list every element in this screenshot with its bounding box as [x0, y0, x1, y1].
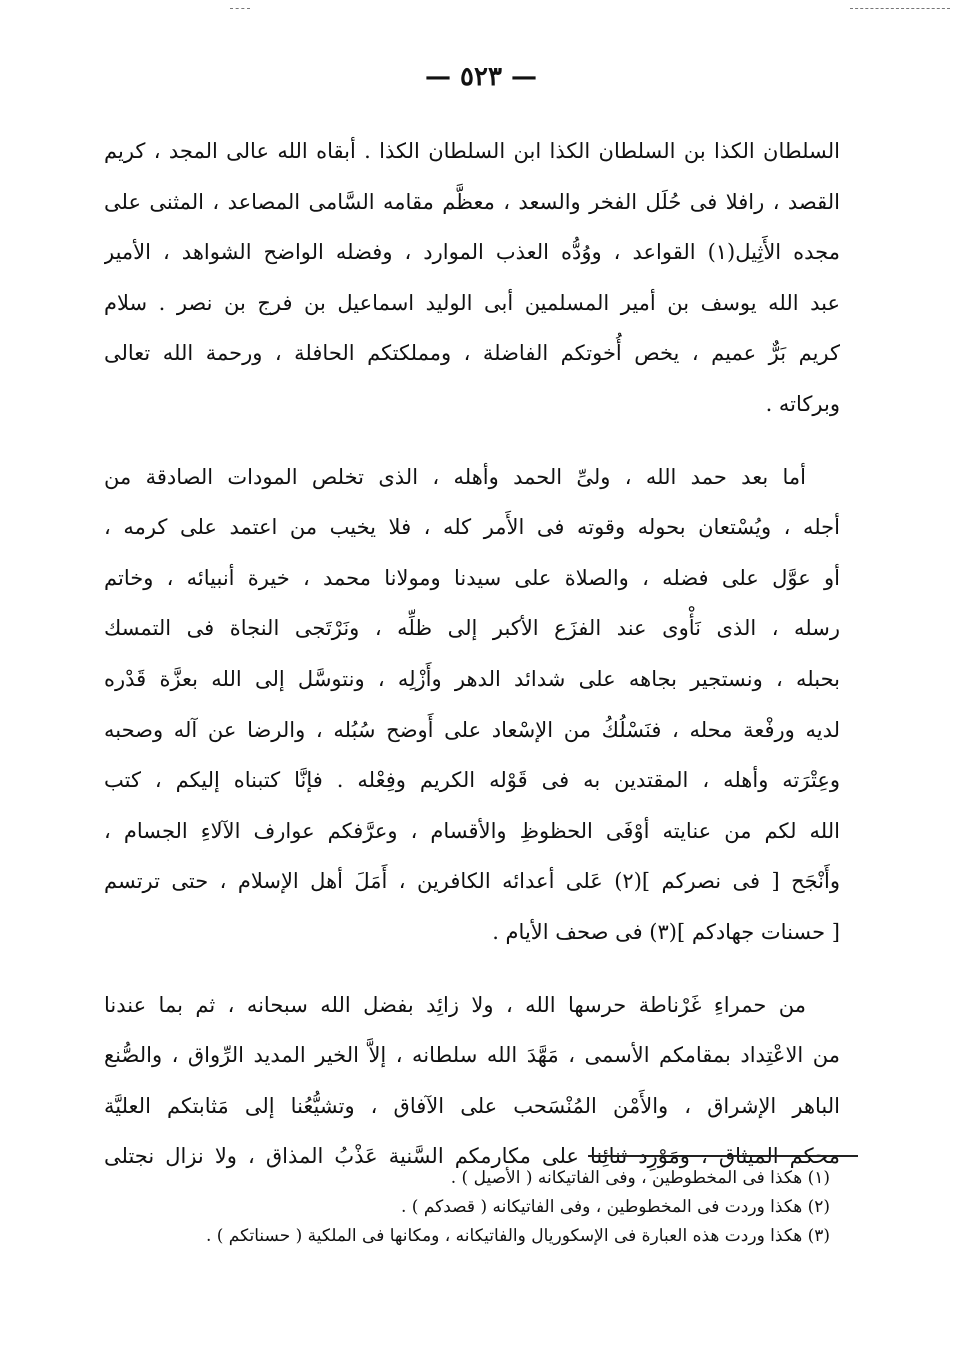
text-line: الباهر الإشراق ، والأَمْن المُنْسَحب على الآفاق ، وتشيُّعُنا إلى مَثابتكم العليَّة [104, 1093, 840, 1118]
text-line: وبركاته . [765, 391, 840, 416]
paragraph [104, 126, 840, 430]
text-line: السلطان الكذا بن السلطان الكذا ابن السلطان الكذا . أبقاه الله عالى المجد ، كريم [104, 139, 840, 163]
paragraph [104, 452, 840, 958]
footnote: (٣) هكذا وردت هذه العبارة فى الإسكوريال والفاتيكانه ، ومكانها فى الملكية ( حسناتكم ) . [205, 1226, 830, 1246]
text-line: وعِتْرَته وأهله ، المقتدين به فى قَوْله الكريم وفِعْله . فإنَّا كتبناه إليكم ، كتب [104, 768, 840, 793]
text-line: بحبله ، ونستجير بجاهه على شدائد الدهر وأَزْلِه ، ونتوسَّل إلى الله بعزَّة قَدْره [104, 666, 840, 691]
text-line: عبد الله يوسف بن أمير المسلمين أبى الوليد اسماعيل بن فرج بن نصر . سلام [104, 290, 840, 315]
text-line: لديه ورفْعة محله ، فنَسْلُكُ من الإسْعاد على أَوضح سُبُله ، والرضا عن آله وصحبه [104, 717, 840, 742]
text-line: أو عوَّل على فضله ، والصلاة على سيدنا ومولانا محمد ، خيرة أنبيائه ، وخاتم [104, 565, 840, 590]
text-line: القصد ، رافلا فى حُلَل الفخر والسعد ، معظَّم مقامه السَّامى المصاعد ، المثنى على [104, 189, 840, 214]
footnotes [122, 1164, 858, 1251]
text-line: وأَنْجَح [ فى نصركم ](٢) عَلى أعدائه الكافرين ، أَمَلَ أهل الإسلام ، حتى ترتسم [104, 869, 840, 894]
scan-artifact [230, 8, 250, 9]
text-line: كريم بَرٌّ عميم ، يخص أُخوتكم الفاضلة ، ومملكتكم الحافلة ، ورحمة الله تعالى [104, 341, 840, 366]
text-line: رسله ، الذى نَأْوى عند الفزَع الأكبر إلى ظلِّه ، ونَرْتَجى النجاة فى التمسك [104, 616, 840, 641]
footnote-separator [588, 1155, 858, 1157]
footnote: (٢) هكذا وردت فى المخطوطين ، وفى الفاتيكانه ( قصدكم ) . [401, 1197, 830, 1217]
scan-artifact [850, 8, 950, 9]
text-line: مجده الأَثِيل(١) القواعد ، ووُدُّه العذب الموارد ، وفضله الواضح الشواهد ، الأمير [104, 240, 840, 265]
text-line: أما بعد حمد الله ، ولىِّ الحمد وأهله ، الذى تخلص المودات الصادقة من [104, 464, 806, 489]
paragraph [104, 980, 840, 1182]
text-line: من الاعْتِداد بمقامكم الأسمى ، مَهَّدَ الله سلطانه ، إلاَّ الخير المديد الرِّواق ، والصُّنع [104, 1043, 840, 1068]
page-number: — ٥٢٣ — [424, 62, 538, 92]
text-line: الله لكم من عنايته أوْفَى الحظوظِ والأقسام ، وعرَّفكم عوارف الآلاءِ الجسام ، [104, 818, 840, 843]
body-text [104, 126, 840, 1182]
text-line: [ حسنات جهادكم ](٣) فى صحف الأيام . [492, 919, 840, 944]
text-line: من حمراءِ غَرْناطة حرسها الله ، ولا زائِد بفضل الله سبحانه ، ثم بما عندنا [104, 992, 806, 1017]
text-line: محكم الميثاق ، ومَوْرِد ثنائِنا على مكارمكم السَّنية عَذْبُ المذاق ، ولا نزال نجتلى [104, 1144, 840, 1169]
footnote: (١) هكذا فى المخطوطين ، وفى الفاتيكانه ( الأصيل ) . [450, 1168, 830, 1188]
text-line: أجله ، ويُسْتعان بحوله وقوته فى الأَمر كله ، فلا يخيب من اعتمد على كرمه ، [104, 515, 840, 540]
